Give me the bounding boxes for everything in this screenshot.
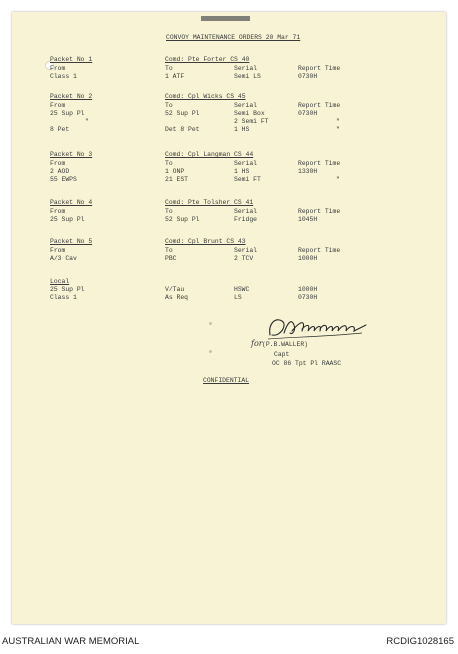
packet-commander: Comd: Cpl Langman CS 44 <box>165 151 254 158</box>
row-serial: 1 HS <box>234 126 250 133</box>
column-label-serial: Serial <box>234 65 258 72</box>
column-label-to: To <box>165 160 173 167</box>
column-label-to: To <box>165 65 173 72</box>
row-report-time: 1000H <box>298 255 318 262</box>
packet-commander: Comd: Cpl Wicks CS 45 <box>165 93 246 100</box>
column-label-report-time: Report Time <box>298 247 341 254</box>
row-from: Class 1 <box>50 294 77 301</box>
packet-heading: Packet No 5 <box>50 238 93 245</box>
row-to: As Req <box>165 294 189 301</box>
row-to: 52 Sup Pl <box>165 216 200 223</box>
row-to: 52 Sup Pl <box>165 110 200 117</box>
paper-mark <box>209 322 212 325</box>
column-label-to: To <box>165 102 173 109</box>
row-report-time: 0730H <box>298 294 318 301</box>
row-report-time: " <box>336 118 340 125</box>
row-from: Class 1 <box>50 73 77 80</box>
row-from: 25 Sup Pl <box>50 286 85 293</box>
row-report-time: 1000H <box>298 286 318 293</box>
local-heading: Local <box>50 278 70 285</box>
row-serial: 1 HS <box>234 168 250 175</box>
row-to: 21 EST <box>165 176 189 183</box>
packet-heading: Packet No 3 <box>50 151 93 158</box>
footer-record-id: RCDIG1028165 <box>386 636 454 647</box>
row-from: " <box>85 118 89 125</box>
row-report-time: 1045H <box>298 216 318 223</box>
column-label-report-time: Report Time <box>298 102 341 109</box>
row-serial: Semi Box <box>234 110 265 117</box>
column-label-from: From <box>50 247 66 254</box>
row-from: 25 Sup Pl <box>50 110 85 117</box>
column-label-from: From <box>50 102 66 109</box>
document-page <box>12 12 446 624</box>
column-label-from: From <box>50 208 66 215</box>
column-label-serial: Serial <box>234 208 258 215</box>
row-report-time: 1330H <box>298 168 318 175</box>
redacted-classification-mark <box>201 16 250 21</box>
row-serial: 2 Semi FT <box>234 118 269 125</box>
column-label-to: To <box>165 208 173 215</box>
row-report-time: " <box>336 126 340 133</box>
row-report-time: " <box>336 176 340 183</box>
row-from: 2 AOD <box>50 168 70 175</box>
row-to: 1 ONP <box>165 168 185 175</box>
row-report-time: 0730H <box>298 110 318 117</box>
row-serial: LS <box>234 294 242 301</box>
signatory-name: (P.B.WALLER) <box>262 341 309 348</box>
packet-commander: Comd: Pte Forter CS 40 <box>165 56 250 63</box>
classification-label: CONFIDENTIAL <box>203 377 250 384</box>
row-report-time: 0730H <box>298 73 318 80</box>
paper-mark <box>209 350 212 353</box>
row-from: 8 Pet <box>50 126 70 133</box>
column-label-report-time: Report Time <box>298 160 341 167</box>
row-to: PBC <box>165 255 177 262</box>
column-label-report-time: Report Time <box>298 65 341 72</box>
packet-heading: Packet No 2 <box>50 93 93 100</box>
packet-commander: Comd: Cpl Brunt CS 43 <box>165 238 246 245</box>
document-title: CONVOY MAINTENANCE ORDERS 20 Mar 71 <box>166 34 301 41</box>
row-to: Det 8 Pet <box>165 126 200 133</box>
row-to: 1 ATF <box>165 73 185 80</box>
row-to: V/Tau <box>165 286 185 293</box>
signatory-rank: Capt <box>274 351 290 358</box>
column-label-serial: Serial <box>234 102 258 109</box>
column-label-serial: Serial <box>234 160 258 167</box>
row-serial: HSWC <box>234 286 250 293</box>
column-label-report-time: Report Time <box>298 208 341 215</box>
signatory-title: OC 86 Tpt Pl RAASC <box>272 360 342 367</box>
row-serial: Semi FT <box>234 176 261 183</box>
row-serial: 2 TCV <box>234 255 254 262</box>
packet-commander: Comd: Pte Tolsher CS 41 <box>165 199 254 206</box>
packet-heading: Packet No 1 <box>50 56 93 63</box>
row-serial: Fridge <box>234 216 258 223</box>
column-label-to: To <box>165 247 173 254</box>
packet-heading: Packet No 4 <box>50 199 93 206</box>
row-from: A/3 Cav <box>50 255 77 262</box>
row-from: 25 Sup Pl <box>50 216 85 223</box>
column-label-serial: Serial <box>234 247 258 254</box>
row-from: 55 EWPS <box>50 176 77 183</box>
row-serial: Semi LS <box>234 73 261 80</box>
column-label-from: From <box>50 65 66 72</box>
column-label-from: From <box>50 160 66 167</box>
footer-source: AUSTRALIAN WAR MEMORIAL <box>2 636 140 647</box>
for-label: for <box>251 339 263 348</box>
handwritten-signature <box>262 313 372 343</box>
